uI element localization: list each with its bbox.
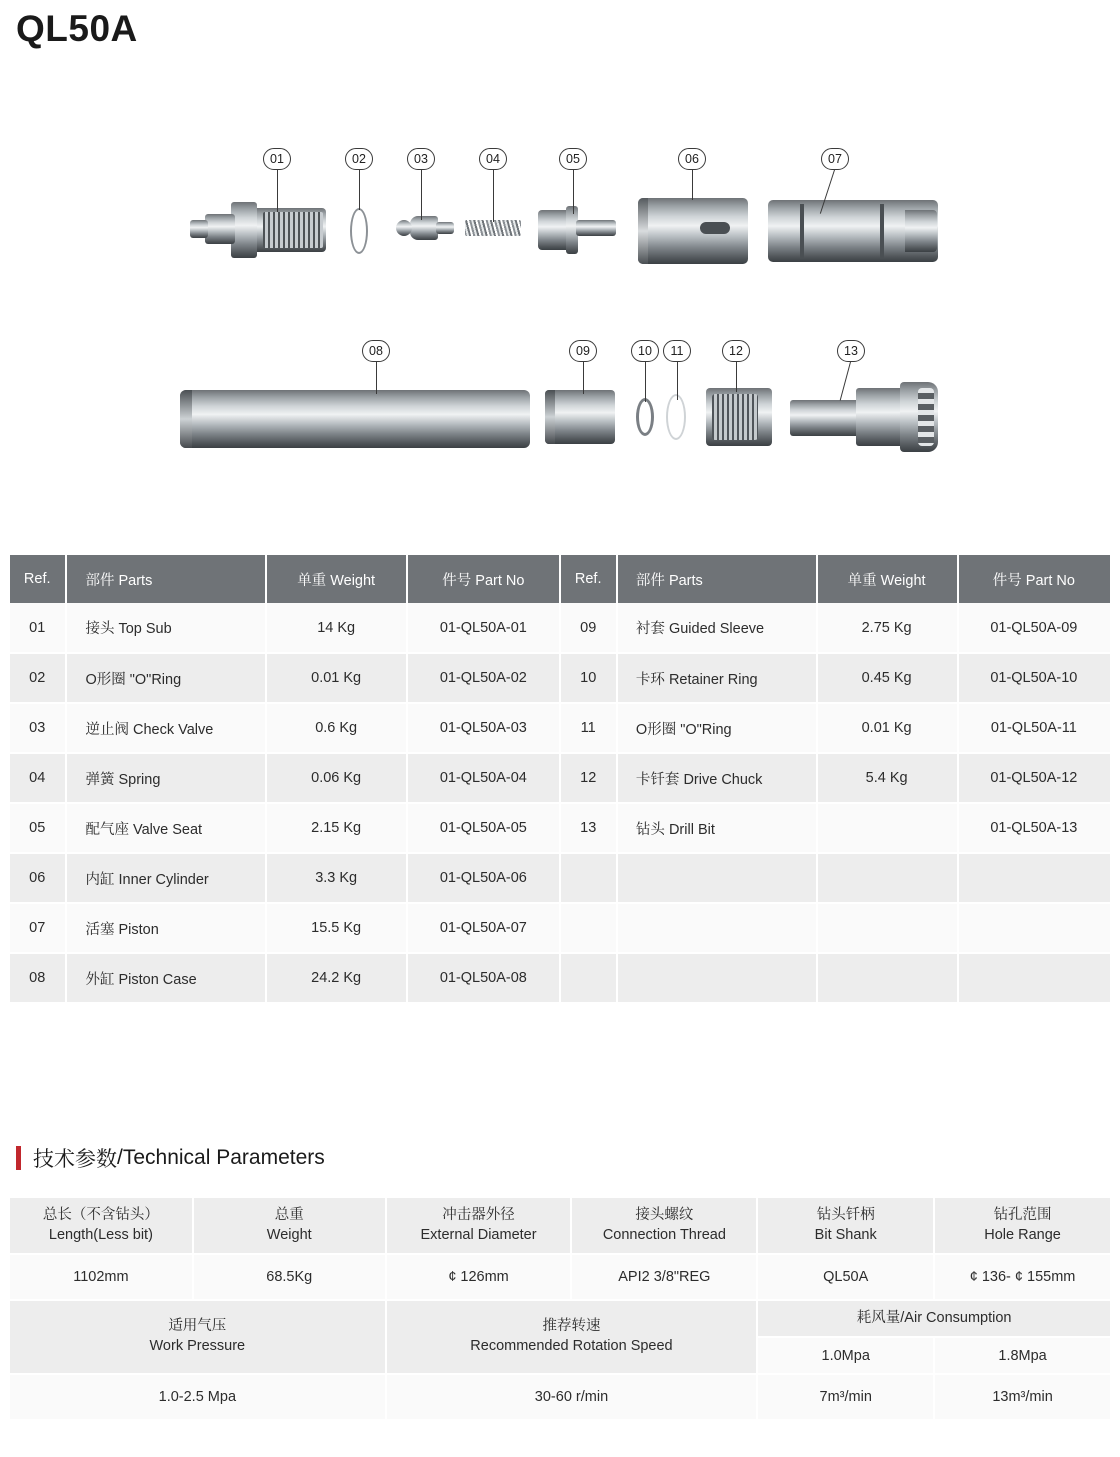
header-partno-left: 件号 Part No (407, 555, 560, 603)
cell-weight-2 (817, 853, 958, 903)
tech-value-thread: API2 3/8"REG (571, 1254, 757, 1300)
part-top-sub-thread (263, 212, 323, 248)
cell-partno-2: 01-QL50A-12 (958, 753, 1111, 803)
tech-header-length (10, 1198, 193, 1254)
cell-weight-2: 0.45 Kg (817, 653, 958, 703)
part-piston-case (180, 390, 530, 448)
tech-header-hole-range-en: Hole Range (984, 1226, 1061, 1243)
tech-params-heading-sep: / (117, 1146, 123, 1169)
cell-weight-2: 0.01 Kg (817, 703, 958, 753)
tech-header-length-en: Length(Less bit) (48, 1226, 153, 1243)
callout-10: 10 (631, 340, 659, 362)
cell-partno: 01-QL50A-08 (407, 953, 560, 1003)
cell-part-2: 卡环 Retainer Ring (617, 653, 817, 703)
exploded-diagram (0, 90, 1120, 520)
table-row (10, 903, 1111, 953)
cell-part-2: O形圈 "O"Ring (617, 703, 817, 753)
table-row (10, 603, 1111, 653)
leader-04 (493, 170, 494, 222)
tech-header-work-pressure-cn: 适用气压 (168, 1318, 227, 1335)
table-row (10, 953, 1111, 1003)
part-guided-sleeve-end (545, 390, 555, 444)
tech-value-diameter: ¢ 126mm (386, 1254, 572, 1300)
table-row (10, 753, 1111, 803)
cell-ref: 04 (10, 753, 66, 803)
cell-part: 活塞 Piston (66, 903, 266, 953)
cell-ref-2: 10 (560, 653, 616, 703)
cell-part: 配气座 Valve Seat (66, 803, 266, 853)
cell-partno-2: 01-QL50A-10 (958, 653, 1111, 703)
tech-header-weight (193, 1198, 386, 1254)
cell-ref: 01 (10, 603, 66, 653)
callout-11: 11 (663, 340, 691, 362)
part-spring (465, 220, 521, 236)
header-parts-right: 部件 Parts (617, 555, 817, 603)
cell-part: 弹簧 Spring (66, 753, 266, 803)
tech-header-shank (757, 1198, 934, 1254)
cell-ref-2: 09 (560, 603, 616, 653)
tech-header-weight-en: Weight (266, 1226, 312, 1243)
tech-header-work-pressure (10, 1300, 386, 1374)
cell-part: 接头 Top Sub (66, 603, 266, 653)
cell-weight-2 (817, 803, 958, 853)
cell-partno: 01-QL50A-07 (407, 903, 560, 953)
cell-part: 逆止阀 Check Valve (66, 703, 266, 753)
tech-header-hole-range-cn: 钻孔范围 (993, 1206, 1052, 1223)
cell-ref-2 (560, 853, 616, 903)
tech-header-diameter-cn: 冲击器外径 (442, 1206, 515, 1223)
tech-value-length: 1102mm (10, 1254, 193, 1300)
page-title: QL50A (16, 8, 138, 49)
cell-part-2: 卡钎套 Drive Chuck (617, 753, 817, 803)
tech-header-row-2 (10, 1300, 1111, 1337)
header-ref-left: Ref. (10, 555, 66, 603)
callout-13: 13 (837, 340, 865, 362)
tech-header-diameter-en: External Diameter (420, 1226, 537, 1243)
cell-part: 内缸 Inner Cylinder (66, 853, 266, 903)
cell-ref: 06 (10, 853, 66, 903)
tech-header-rotation-speed (386, 1300, 758, 1374)
cell-weight: 24.2 Kg (266, 953, 407, 1003)
tech-header-thread-cn: 接头螺纹 (635, 1206, 694, 1223)
tech-value-work-pressure: 1.0-2.5 Mpa (10, 1374, 386, 1420)
part-drill-bit-shank (790, 400, 862, 436)
tech-header-length-cn: 总长（不含钻头） (42, 1206, 159, 1223)
part-check-valve-tip (396, 220, 412, 236)
header-partno-right: 件号 Part No (958, 555, 1111, 603)
table-row (10, 803, 1111, 853)
part-guided-sleeve (545, 390, 615, 444)
cell-weight: 0.06 Kg (266, 753, 407, 803)
tech-header-rotation-speed-cn: 推荐转速 (542, 1318, 601, 1335)
leader-08 (376, 362, 377, 394)
cell-part-2 (617, 853, 817, 903)
tech-value-rotation-speed: 30-60 r/min (386, 1374, 758, 1420)
tech-header-diameter (386, 1198, 572, 1254)
cell-weight: 2.15 Kg (266, 803, 407, 853)
tech-header-shank-en: Bit Shank (814, 1226, 877, 1243)
table-row (10, 703, 1111, 753)
header-ref-right: Ref. (560, 555, 616, 603)
table-row (10, 653, 1111, 703)
cell-ref-2: 11 (560, 703, 616, 753)
cell-part-2: 钻头 Drill Bit (617, 803, 817, 853)
tech-air-10mpa-label: 1.0Mpa (757, 1337, 934, 1374)
callout-02: 02 (345, 148, 373, 170)
tech-value-hole-range: ¢ 136- ¢ 155mm (934, 1254, 1111, 1300)
tech-params-heading-cn: 技术参数 (33, 1148, 117, 1171)
cell-ref: 07 (10, 903, 66, 953)
part-check-valve-head (410, 216, 438, 240)
callout-12: 12 (722, 340, 750, 362)
tech-params-heading (16, 1143, 325, 1173)
cell-ref-2: 13 (560, 803, 616, 853)
leader-02 (359, 170, 360, 210)
leader-03 (421, 170, 422, 220)
tech-value-shank: QL50A (757, 1254, 934, 1300)
tech-value-air-10mpa: 7m³/min (757, 1374, 934, 1420)
accent-bar-icon (16, 1146, 21, 1170)
table-row (10, 853, 1111, 903)
tech-params-heading-en: Technical Parameters (122, 1146, 325, 1169)
tech-header-air-consumption: 耗风量/Air Consumption (757, 1300, 1111, 1337)
cell-weight: 0.01 Kg (266, 653, 407, 703)
part-check-valve-stem (436, 222, 454, 234)
callout-03: 03 (407, 148, 435, 170)
callout-07: 07 (821, 148, 849, 170)
part-inner-cylinder (638, 198, 748, 264)
parts-table-header-row (10, 555, 1111, 603)
cell-partno: 01-QL50A-03 (407, 703, 560, 753)
cell-partno-2 (958, 903, 1111, 953)
parts-table (10, 555, 1112, 1004)
cell-ref-2 (560, 903, 616, 953)
leader-06 (692, 170, 693, 200)
cell-ref-2 (560, 953, 616, 1003)
header-parts-left: 部件 Parts (66, 555, 266, 603)
leader-05 (573, 170, 574, 214)
part-o-ring-11 (666, 394, 686, 440)
callout-01: 01 (263, 148, 291, 170)
tech-air-18mpa-label: 1.8Mpa (934, 1337, 1111, 1374)
tech-header-hole-range (934, 1198, 1111, 1254)
part-piston-tip (905, 210, 937, 252)
cell-weight-2 (817, 903, 958, 953)
cell-partno-2 (958, 953, 1111, 1003)
tech-header-rotation-speed-en: Recommended Rotation Speed (470, 1338, 673, 1354)
header-weight-right: 单重 Weight (817, 555, 958, 603)
part-piston-groove-2 (880, 204, 884, 258)
callout-09: 09 (569, 340, 597, 362)
cell-ref: 02 (10, 653, 66, 703)
tech-value-air-18mpa: 13m³/min (934, 1374, 1111, 1420)
part-inner-cylinder-port (700, 222, 730, 234)
cell-ref-2: 12 (560, 753, 616, 803)
cell-weight: 14 Kg (266, 603, 407, 653)
leader-12 (736, 362, 737, 392)
cell-weight: 0.6 Kg (266, 703, 407, 753)
cell-partno: 01-QL50A-04 (407, 753, 560, 803)
part-retainer-ring (636, 398, 654, 436)
tech-header-weight-cn: 总重 (274, 1206, 304, 1223)
cell-ref: 05 (10, 803, 66, 853)
cell-part-2: 衬套 Guided Sleeve (617, 603, 817, 653)
cell-partno: 01-QL50A-01 (407, 603, 560, 653)
tech-header-row-1 (10, 1198, 1111, 1254)
cell-partno-2: 01-QL50A-13 (958, 803, 1111, 853)
part-drill-bit-buttons (918, 388, 934, 446)
tech-header-work-pressure-en: Work Pressure (149, 1338, 246, 1354)
tech-value-row-1 (10, 1254, 1111, 1300)
cell-part-2 (617, 953, 817, 1003)
tech-header-thread-en: Connection Thread (602, 1226, 726, 1243)
part-valve-seat-stem (576, 220, 616, 236)
part-top-sub-stem (205, 214, 235, 244)
part-piston-case-endcap (180, 390, 192, 448)
cell-ref: 03 (10, 703, 66, 753)
cell-part: 外缸 Piston Case (66, 953, 266, 1003)
cell-partno-2: 01-QL50A-11 (958, 703, 1111, 753)
cell-weight: 3.3 Kg (266, 853, 407, 903)
cell-weight-2 (817, 953, 958, 1003)
cell-weight: 15.5 Kg (266, 903, 407, 953)
cell-ref: 08 (10, 953, 66, 1003)
tech-value-weight: 68.5Kg (193, 1254, 386, 1300)
part-drive-chuck-thread (712, 394, 758, 440)
callout-06: 06 (678, 148, 706, 170)
leader-13 (840, 362, 851, 401)
leader-11 (677, 362, 678, 400)
part-inner-cylinder-edge (638, 198, 648, 264)
leader-10 (645, 362, 646, 402)
cell-part-2 (617, 903, 817, 953)
part-o-ring-02 (350, 208, 368, 254)
cell-weight-2: 2.75 Kg (817, 603, 958, 653)
callout-08: 08 (362, 340, 390, 362)
tech-params-table (10, 1198, 1112, 1421)
leader-09 (583, 362, 584, 394)
callout-05: 05 (559, 148, 587, 170)
leader-01 (277, 170, 278, 212)
part-drill-bit-body (856, 388, 906, 446)
header-weight-left: 单重 Weight (266, 555, 407, 603)
part-piston-groove-1 (800, 204, 804, 258)
cell-weight-2: 5.4 Kg (817, 753, 958, 803)
cell-part: O形圈 "O"Ring (66, 653, 266, 703)
cell-partno-2: 01-QL50A-09 (958, 603, 1111, 653)
callout-04: 04 (479, 148, 507, 170)
tech-header-thread (571, 1198, 757, 1254)
cell-partno: 01-QL50A-06 (407, 853, 560, 903)
tech-value-row-2 (10, 1374, 1111, 1420)
tech-header-shank-cn: 钻头钎柄 (816, 1206, 875, 1223)
cell-partno: 01-QL50A-02 (407, 653, 560, 703)
part-top-sub-tip (190, 220, 208, 238)
cell-partno: 01-QL50A-05 (407, 803, 560, 853)
cell-partno-2 (958, 853, 1111, 903)
